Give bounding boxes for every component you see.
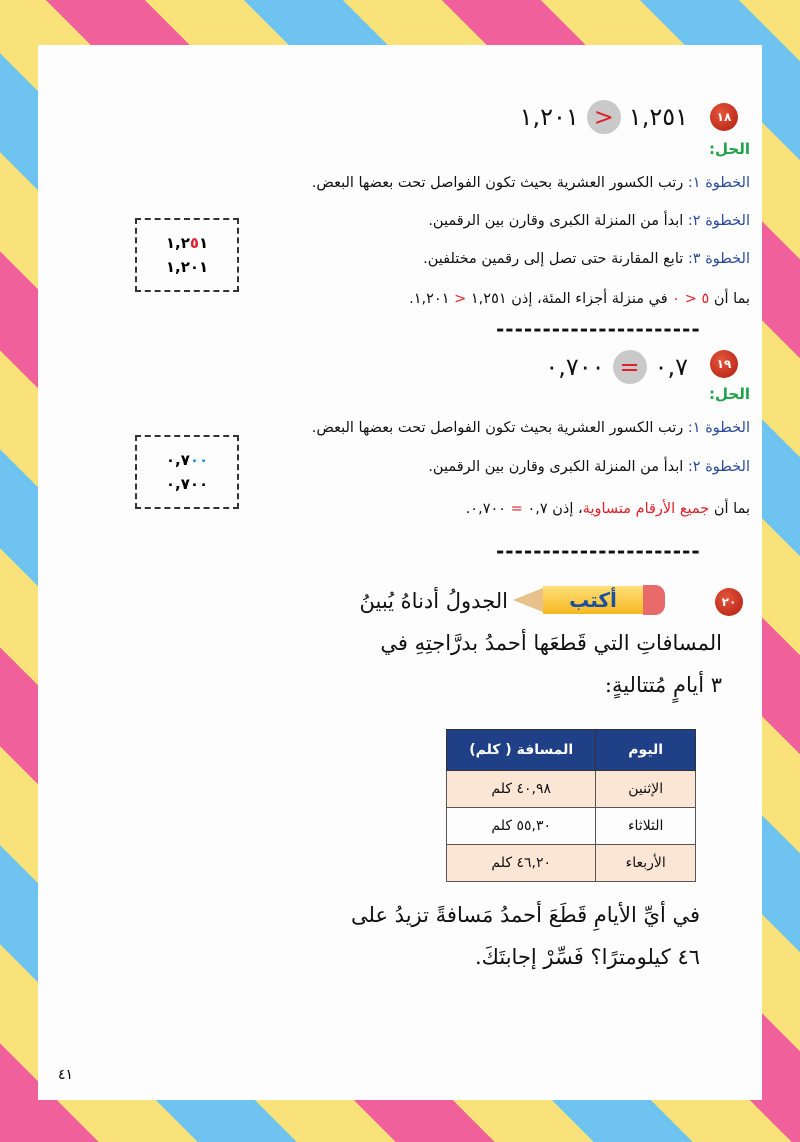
digit: ١ — [199, 234, 209, 252]
day-cell: الأربعاء — [596, 845, 696, 882]
pencil-write-icon — [513, 585, 665, 615]
right-number: ١,٢٥١ — [628, 103, 688, 131]
step-text: ابدأ من المنزلة الكبرى وقارن بين الرقمين. — [428, 459, 684, 475]
right-number: ٠,٧ — [654, 353, 688, 381]
step-label: الخطوة ١: — [687, 420, 750, 436]
intro-line-3: ٣ أيامٍ مُتتاليةٍ: — [604, 673, 722, 697]
pencil-tip — [513, 588, 543, 612]
step-text: رتب الكسور العشرية بحيث تكون الفواصل تحت بعضها البعض. — [311, 175, 684, 191]
intro-line-1: الجدولُ أدناهُ يُبينُ — [359, 589, 508, 613]
pencil-label: أكتب — [543, 586, 643, 614]
step-label: الخطوة ٣: — [687, 251, 750, 267]
table-row — [447, 845, 696, 882]
alignment-box — [135, 218, 239, 292]
question-number-badge: ١٩ — [710, 350, 738, 378]
day-cell: الثلاثاء — [596, 808, 696, 845]
step-label: الخطوة ٢: — [687, 213, 750, 229]
text: ١,٢٠١. — [409, 291, 455, 307]
separator: ---------------------- — [496, 317, 701, 341]
solution-label: الحل: — [709, 385, 750, 403]
text: ٠,٧٠٠. — [465, 501, 511, 517]
text: بما أن — [709, 501, 750, 517]
step-text: ابدأ من المنزلة الكبرى وقارن بين الرقمين. — [428, 213, 684, 229]
intro-line-2: المسافاتِ التي قَطعَها أحمدُ بدرَّاجتِهِ في — [380, 631, 722, 655]
text: في منزلة أجزاء المئة، إذن ١,٢٥١ — [466, 291, 673, 307]
comparison-18 — [520, 100, 688, 134]
text: بما أن — [709, 291, 750, 307]
pencil-eraser — [643, 585, 665, 615]
box-row: ٠,٧٠٠ — [165, 475, 209, 493]
distance-cell: ٤٠,٩٨ كلم — [447, 771, 596, 808]
step-1 — [312, 420, 750, 436]
separator: ---------------------- — [496, 539, 701, 563]
digit: ٥ — [189, 234, 200, 252]
comparison-operator: = — [613, 350, 647, 384]
solution-label: الحل: — [709, 140, 750, 158]
day-cell: الإثنين — [596, 771, 696, 808]
left-number: ٠,٧٠٠ — [545, 353, 605, 381]
operator: < — [680, 291, 702, 307]
distance-cell: ٤٦,٢٠ كلم — [447, 845, 596, 882]
digit: ٥ — [701, 291, 710, 307]
page-number: ٤١ — [58, 1067, 74, 1083]
step-text: رتب الكسور العشرية بحيث تكون الفواصل تحت بعضها البعض. — [311, 420, 684, 436]
digits: ٠٠ — [189, 451, 209, 469]
step-label: الخطوة ١: — [687, 175, 750, 191]
left-number: ١,٢٠١ — [519, 103, 579, 131]
step-2 — [428, 213, 750, 229]
step-2 — [428, 459, 750, 475]
distance-table — [446, 729, 696, 882]
conclusion — [466, 501, 750, 517]
operator: < — [454, 291, 467, 307]
digits: ٠,٧ — [165, 451, 190, 469]
alignment-box — [135, 435, 239, 509]
digit: ٠ — [672, 291, 681, 307]
question-number-badge: ٢٠ — [715, 588, 743, 616]
step-label: الخطوة ٢: — [687, 459, 750, 475]
box-row — [166, 451, 208, 469]
distance-cell: ٥٥,٣٠ كلم — [447, 808, 596, 845]
header-day: اليوم — [596, 730, 696, 771]
table-header — [447, 730, 696, 771]
comparison-19 — [545, 350, 688, 384]
table-row — [447, 808, 696, 845]
step-1 — [312, 175, 750, 191]
highlight: جميع الأرقام متساوية — [582, 501, 710, 517]
header-distance: المسافة ( كلم) — [447, 730, 596, 771]
page — [38, 45, 762, 1100]
digits: ١,٢ — [165, 234, 190, 252]
step-text: تابع المقارنة حتى تصل إلى رقمين مختلفين. — [423, 251, 684, 267]
question-number-badge: ١٨ — [710, 103, 738, 131]
text: ، إذن ٠,٧ — [522, 501, 583, 517]
comparison-operator: < — [587, 100, 621, 134]
box-row — [166, 234, 208, 252]
question-line-2: ٤٦ كيلومترًا؟ فَسِّرْ إجابتَكَ. — [474, 945, 700, 969]
question-line-1: في أيِّ الأيامِ قَطَعَ أحمدُ مَسافةً تزيدُ على — [351, 903, 700, 927]
operator: = — [510, 501, 523, 517]
conclusion — [409, 291, 750, 307]
step-3 — [423, 251, 750, 267]
table-row — [447, 771, 696, 808]
box-row: ١,٢٠١ — [165, 258, 209, 276]
